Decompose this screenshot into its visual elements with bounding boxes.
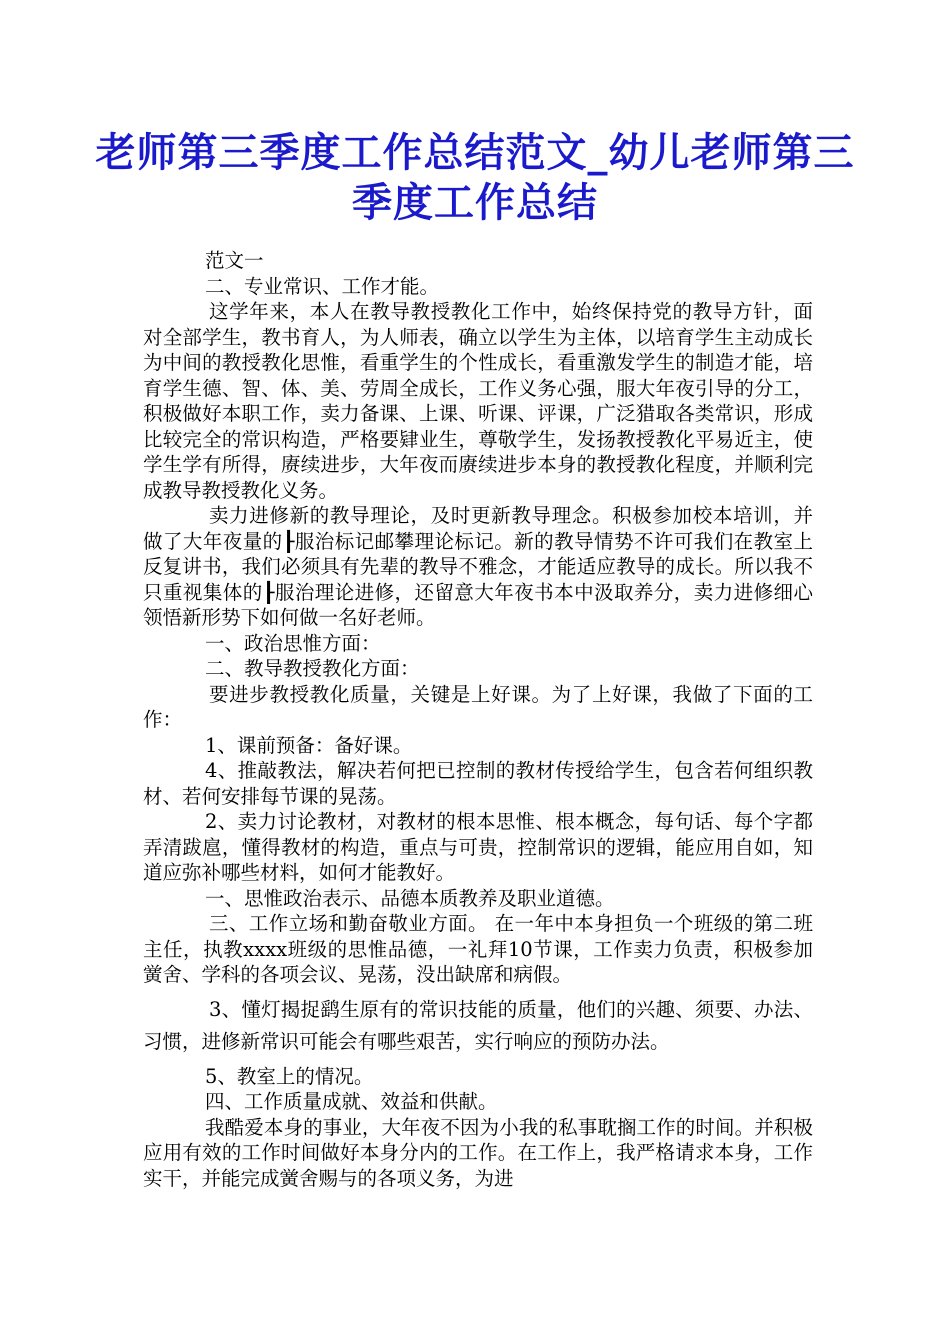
paragraph: 二、教导教授教化方面： xyxy=(205,657,420,680)
paragraph: 5、教室上的情况。 xyxy=(205,1064,374,1088)
paragraph: 范文一 xyxy=(205,249,264,272)
paragraph: 4、推敲教法，解决若何把已控制的教材传授给学生，包含若何组织教材、若何安排每节课的晃荡。 xyxy=(143,759,813,808)
paragraph: 3、懂灯揭捉鹞生原有的常识技能的质量，他们的兴趣、须要、办法、习惯，进修新常识可能会有哪些艰苦，实行响应的预防办法。 xyxy=(143,997,813,1053)
paragraph: 一、政治思惟方面： xyxy=(205,631,381,655)
paragraph: 三、工作立场和勤奋敬业方面。 在一年中本身担负一个班级的第二班主任，执教xxxx班级的思惟品德，一礼拜10节课，工作卖力负责，积极参加黉舍、学科的各项会议、晃荡，没出缺席和病假。 xyxy=(143,912,813,986)
paragraph: 二、专业常识、工作才能。 xyxy=(205,274,440,298)
paragraph: 四、工作质量成就、效益和供献。 xyxy=(205,1090,498,1113)
paragraph: 1、课前预备：备好课。 xyxy=(205,733,413,757)
paragraph: 一、思惟政治表示、品德本质教养及职业道德。 xyxy=(205,886,615,910)
paragraph: 要进步教授教化质量，关键是上好课。为了上好课，我做了下面的工作： xyxy=(143,682,813,731)
paragraph: 我酷爱本身的事业，大年夜不因为小我的私事耽搁工作的时间。并积极应用有效的工作时间做好本身分内的工作。在工作上，我严格请求本身，工作实干，并能完成黉舍赐与的各项义务，为进 xyxy=(143,1115,813,1190)
paragraph: 卖力进修新的教导理论，及时更新教导理念。积极参加校本培训，并做了大年夜量的┠服治标记邮攀理论标记。新的教导情势不许可我们在教室上反复讲书，我们必须具有先辈的教导不雅念，才能适应教导的成长。所以我不只重视集体的┠服治理论进修，还留意大年夜书本中汲取养分，卖力进修细心领悟新形势下如何做一名好老师。 xyxy=(143,504,813,629)
document-title: 老师第三季度工作总结范文_幼儿老师第三季度工作总结 xyxy=(95,129,855,226)
document-body xyxy=(143,248,813,1191)
paragraph: 这学年来，本人在教导教授教化工作中，始终保持党的教导方针，面对全部学生，教书育人，为人师表，确立以学生为主体，以培育学生主动成长为中间的教授教化思惟，看重学生的个性成长，看重激发学生的制造才能，培育学生德、智、体、美、劳周全成长，工作义务心强，服大年夜引导的分工，积极做好本职工作，卖力备课、上课、听课、评课，广泛猎取各类常识，形成比较完全的常识构造，严格要肄业生，尊敬学生，发扬教授教化平易近主，使学生学有所得，赓续进步，大年夜而赓续进步本身的教授教化程度，并顺利完成教导教授教化义务。 xyxy=(143,300,813,502)
paragraph: 2、卖力讨论教材，对教材的根本思惟、根本概念，每句话、每个字都弄清跋扈，懂得教材的构造，重点与可贵，控制常识的逻辑，能应用自如，知道应弥补哪些材料，如何才能教好。 xyxy=(143,810,813,884)
